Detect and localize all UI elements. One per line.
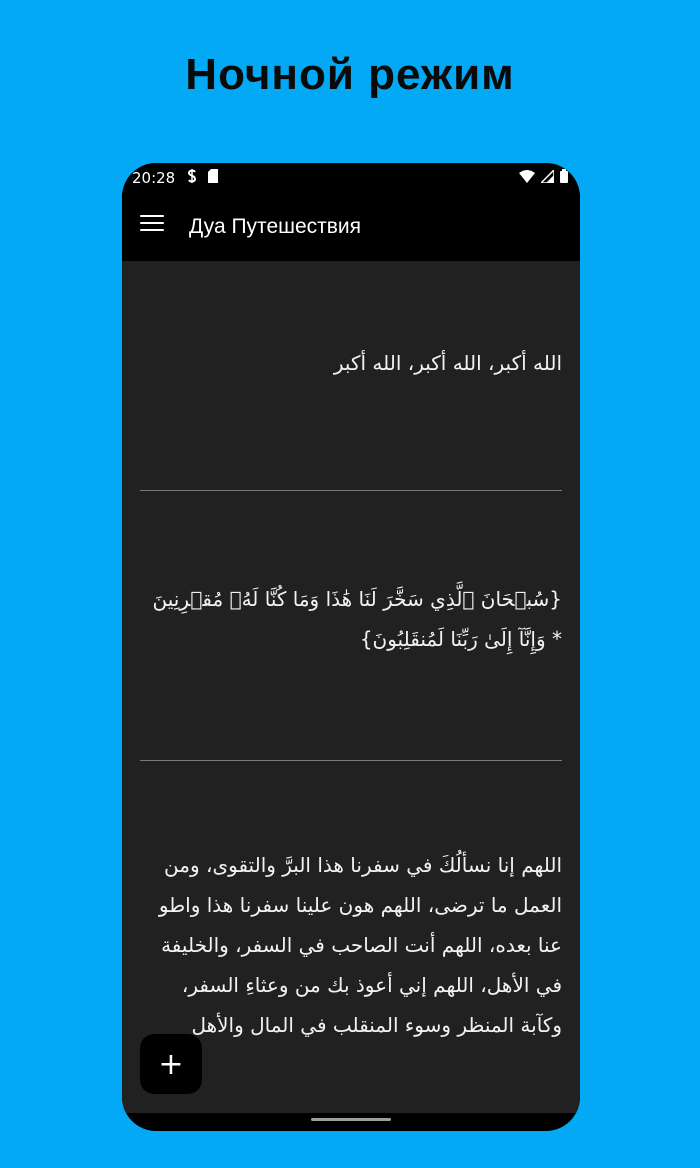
hamburger-menu-icon	[140, 215, 164, 217]
battery-icon	[560, 169, 568, 183]
wifi-icon	[519, 170, 535, 183]
sd-card-icon	[208, 169, 218, 183]
gesture-nav-handle[interactable]	[311, 1118, 391, 1121]
status-bar	[122, 163, 580, 193]
divider	[140, 490, 562, 491]
dollar-notification-icon	[186, 168, 198, 184]
status-time: 20:28	[132, 169, 176, 187]
divider	[140, 760, 562, 761]
add-button[interactable]: +	[140, 1034, 202, 1094]
promo-title: Ночной режим	[185, 50, 515, 99]
phone-frame	[122, 163, 580, 1131]
cellular-signal-icon	[541, 170, 554, 183]
app-bar	[122, 193, 580, 261]
dua-text-3: اللهم إنا نسألُكَ في سفرنا هذا البرَّ والتقوى، ومن العمل ما ترضى، اللهم هون علينا سفرنا هذا واطو عنا بعده، اللهم أنت الصاحب في السفر، والخليفة في الأهل، اللهم إني أعوذ بك من وعثاءِ السفر، وكآبة المنظر وسوء المنقلب في المال والأهل	[158, 853, 562, 1037]
dua-text-2: {سُبۡحَانَ ٱلَّذِي سَخَّرَ لَنَا هَٰذَا وَمَا كُنَّا لَهُۥ مُقۡرِنِينَ * وَإِنَّآ إِلَىٰ رَبِّنَا لَمُنقَلِبُونَ}	[152, 587, 562, 651]
dua-text-1: الله أكبر، الله أكبر، الله أكبر	[333, 351, 562, 375]
dua-list[interactable]	[122, 261, 580, 1113]
menu-button[interactable]	[140, 215, 164, 235]
app-title: Дуа Путешествия	[189, 215, 362, 238]
